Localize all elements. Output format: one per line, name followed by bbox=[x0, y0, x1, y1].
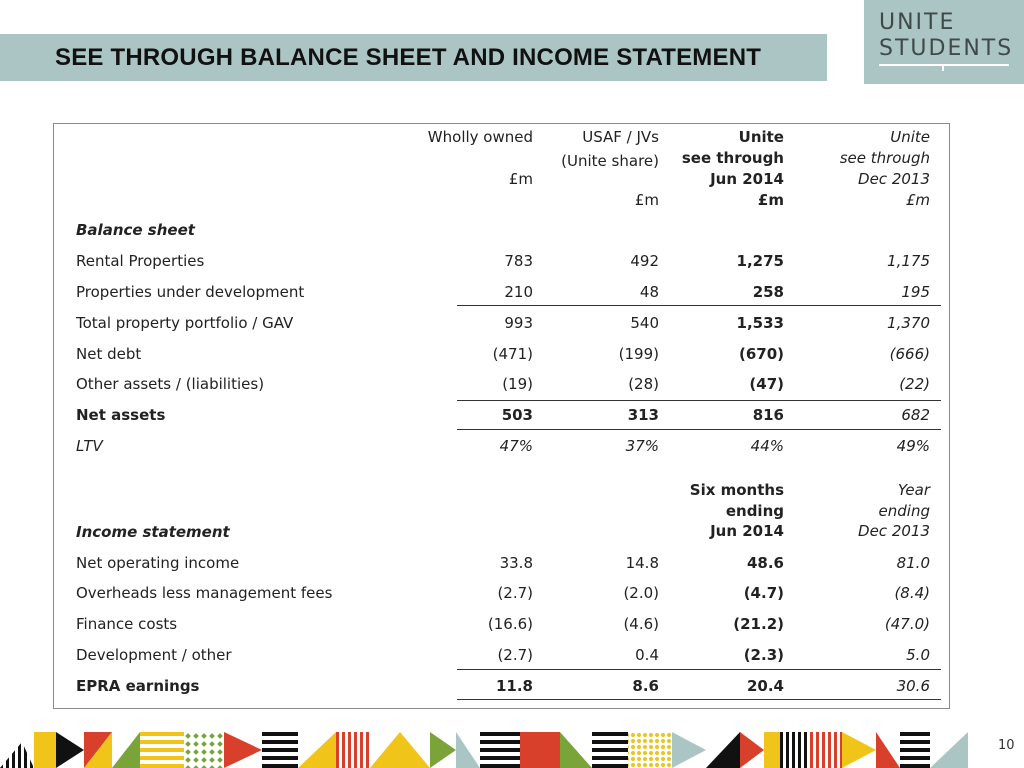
row-value-c3: 48.6 bbox=[746, 554, 784, 572]
col-header-usaf: USAF / JVs bbox=[582, 128, 659, 146]
row-value-c3: 20.4 bbox=[746, 677, 784, 695]
row-value-c2: 0.4 bbox=[635, 646, 659, 664]
col-header-dec2013: Unite bbox=[890, 128, 930, 146]
rule-epra-bottom bbox=[457, 699, 941, 700]
inc-header-dec2013: Dec 2013 bbox=[858, 522, 930, 540]
row-label: Rental Properties bbox=[76, 252, 205, 270]
row-value-c1: 11.8 bbox=[495, 677, 533, 695]
row-value-c2: (199) bbox=[618, 345, 659, 363]
row-value-c4: 81.0 bbox=[896, 554, 930, 572]
row-value-c2: (4.6) bbox=[623, 615, 659, 633]
row-value-c3: (670) bbox=[738, 345, 784, 363]
col-header-dec2013-line2: see through bbox=[839, 149, 930, 167]
row-label: Net debt bbox=[76, 345, 142, 363]
inc-header-jun2014: Jun 2014 bbox=[710, 522, 784, 540]
col-header-jun2014: Unite bbox=[738, 128, 784, 146]
row-label: LTV bbox=[76, 437, 103, 455]
decorative-pattern-strip bbox=[0, 732, 970, 768]
logo-tick bbox=[942, 66, 944, 71]
row-value-c2: 492 bbox=[630, 252, 659, 270]
logo-line-1: UNITE bbox=[879, 10, 956, 35]
row-value-c2: (28) bbox=[628, 375, 659, 393]
row-value-c1: (19) bbox=[502, 375, 533, 393]
balance-sheet-heading: Balance sheet bbox=[76, 221, 195, 239]
row-value-c1: (16.6) bbox=[487, 615, 533, 633]
inc-header-six-months: Six months bbox=[689, 481, 784, 499]
row-value-c3: 44% bbox=[750, 437, 784, 455]
col-header-jun2014-line2: see through bbox=[681, 149, 784, 167]
income-statement-heading: Income statement bbox=[76, 523, 230, 541]
col-header-dec2013-line3: Dec 2013 bbox=[858, 170, 930, 188]
row-label: Net operating income bbox=[76, 554, 240, 572]
rule-net-assets-bottom bbox=[457, 429, 941, 430]
row-value-c4: 682 bbox=[901, 406, 930, 424]
row-value-c2: 37% bbox=[625, 437, 659, 455]
row-value-c4: 1,175 bbox=[887, 252, 930, 270]
col-header-jun2014-unit: £m bbox=[757, 191, 784, 209]
row-value-c1: 47% bbox=[499, 437, 533, 455]
col-header-jun2014-line3: Jun 2014 bbox=[710, 170, 784, 188]
row-value-c2: 8.6 bbox=[632, 677, 659, 695]
row-value-c4: (22) bbox=[899, 375, 930, 393]
row-value-c3: 1,533 bbox=[736, 314, 784, 332]
row-label: Overheads less management fees bbox=[76, 584, 333, 602]
row-value-c3: 258 bbox=[752, 283, 784, 301]
row-value-c4: (8.4) bbox=[894, 584, 930, 602]
row-label: Net assets bbox=[76, 406, 166, 424]
row-value-c3: (2.3) bbox=[743, 646, 784, 664]
row-value-c2: 313 bbox=[627, 406, 659, 424]
inc-header-year-ending: ending bbox=[878, 502, 930, 520]
row-label: EPRA earnings bbox=[76, 677, 200, 695]
inc-header-year: Year bbox=[897, 481, 930, 499]
row-value-c1: 783 bbox=[504, 252, 533, 270]
row-label: Total property portfolio / GAV bbox=[76, 314, 294, 332]
rule-epra-top bbox=[457, 669, 941, 670]
rule-net-assets-top bbox=[457, 400, 941, 401]
row-value-c2: 14.8 bbox=[625, 554, 659, 572]
row-value-c1: 993 bbox=[504, 314, 533, 332]
row-value-c4: 5.0 bbox=[906, 646, 930, 664]
logo-line-2: STUDENTS bbox=[879, 36, 1014, 61]
row-label: Development / other bbox=[76, 646, 232, 664]
row-label: Other assets / (liabilities) bbox=[76, 375, 265, 393]
row-label: Properties under development bbox=[76, 283, 305, 301]
row-value-c4: 195 bbox=[901, 283, 930, 301]
row-label: Finance costs bbox=[76, 615, 178, 633]
page-title: SEE THROUGH BALANCE SHEET AND INCOME STATEMENT bbox=[55, 44, 762, 71]
row-value-c4: 30.6 bbox=[896, 677, 930, 695]
row-value-c4: (47.0) bbox=[884, 615, 930, 633]
row-value-c4: 49% bbox=[896, 437, 930, 455]
row-value-c1: 503 bbox=[501, 406, 533, 424]
logo-rule bbox=[879, 64, 1009, 66]
row-value-c3: 816 bbox=[752, 406, 784, 424]
row-value-c1: (2.7) bbox=[497, 584, 533, 602]
row-value-c1: (471) bbox=[492, 345, 533, 363]
row-value-c3: (4.7) bbox=[743, 584, 784, 602]
inc-header-ending: ending bbox=[725, 502, 784, 520]
col-header-usaf-unit: £m bbox=[634, 191, 659, 209]
col-header-wholly-owned-unit: £m bbox=[508, 170, 533, 188]
row-value-c4: (666) bbox=[889, 345, 930, 363]
col-header-usaf-share: (Unite share) bbox=[561, 152, 659, 170]
row-value-c3: (47) bbox=[749, 375, 784, 393]
rule-subtotal-gav bbox=[457, 305, 941, 306]
row-value-c1: (2.7) bbox=[497, 646, 533, 664]
col-header-dec2013-unit: £m bbox=[905, 191, 930, 209]
row-value-c3: (21.2) bbox=[733, 615, 784, 633]
row-value-c2: (2.0) bbox=[623, 584, 659, 602]
page-number: 10 bbox=[998, 738, 1015, 753]
col-header-wholly-owned: Wholly owned bbox=[427, 128, 533, 146]
row-value-c1: 33.8 bbox=[499, 554, 533, 572]
row-value-c4: 1,370 bbox=[887, 314, 930, 332]
row-value-c1: 210 bbox=[504, 283, 533, 301]
row-value-c2: 540 bbox=[630, 314, 659, 332]
row-value-c2: 48 bbox=[639, 283, 659, 301]
row-value-c3: 1,275 bbox=[736, 252, 784, 270]
